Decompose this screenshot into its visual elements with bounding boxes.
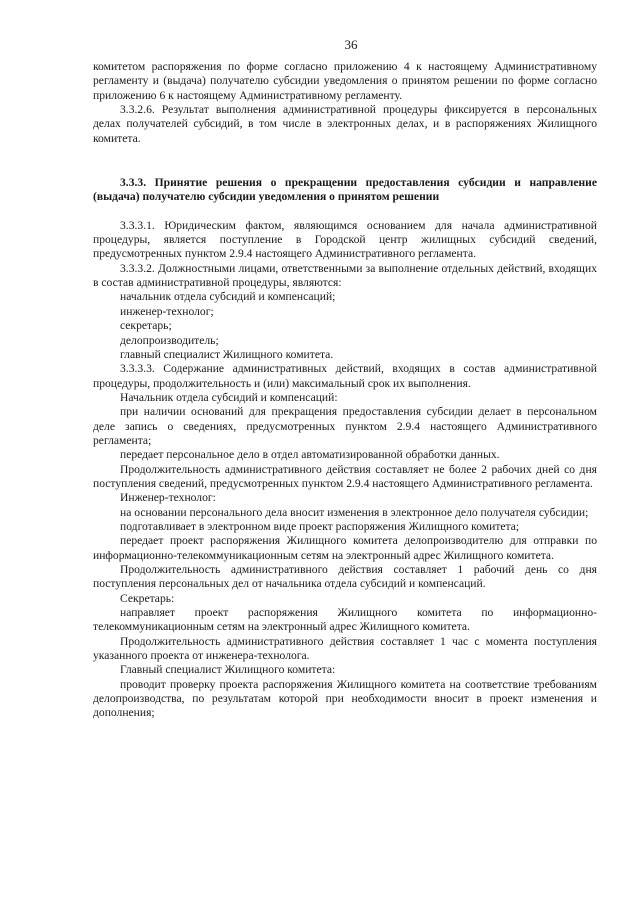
paragraph: комитетом распоряжения по форме согласно приложению 4 к настоящему Административному регламенту и (выдача) получателю субсидии уведомления о принятом решении по форме согласно приложению 6 к настоящему Административному регламенту.	[93, 60, 597, 102]
paragraph: 3.3.3.2. Должностными лицами, ответственными за выполнение отдельных действий, входящих в состав административной процедуры, являются:	[93, 261, 597, 290]
page-number: 36	[344, 37, 358, 52]
section-heading: 3.3.3. Принятие решения о прекращении предоставления субсидии и направление (выдача) получателю субсидии уведомления о принятом решении	[93, 176, 597, 204]
role-heading: Инженер-технолог:	[120, 491, 216, 505]
list-item: секретарь;	[120, 319, 172, 333]
paragraph: Продолжительность административного действия составляет 1 час с момента поступления указанного проекта от инженера-технолога.	[93, 634, 597, 663]
paragraph: передает персональное дело в отдел автоматизированной обработки данных.	[120, 448, 500, 462]
paragraph: проводит проверку проекта распоряжения Жилищного комитета на соответствие требованиям делопроизводства, по результатам которой при необходимости вносит в проект изменения и дополнения;	[93, 677, 597, 720]
paragraph: подготавливает в электронном виде проект распоряжения Жилищного комитета;	[120, 519, 520, 533]
paragraph: 3.3.3.1. Юридическим фактом, являющимся основанием для начала административной процедуры, является поступление в Городской центр жилищных субсидий сведений, предусмотренных пунктом 2.9.4 настоящего Административного регламента.	[93, 218, 597, 261]
paragraph: на основании персонального дела вносит изменения в электронное дело получателя субсидии;	[120, 505, 589, 519]
document-body	[93, 60, 597, 721]
paragraph: 3.3.3.3. Содержание административных действий, входящих в состав административной процедуры, продолжительность и (или) максимальный срок их выполнения.	[93, 362, 597, 390]
paragraph: передает проект распоряжения Жилищного комитета делопроизводителю для отправки по информационно-телекоммуникационным сетям на электронный адрес Жилищного комитета.	[93, 534, 597, 562]
paragraph: Продолжительность административного действия составляет не более 2 рабочих дней со дня поступления сведений, предусмотренных пунктом 2.9.4 настоящего Административного регламента.	[93, 462, 597, 490]
list-item: начальник отдела субсидий и компенсаций;	[120, 290, 336, 304]
role-heading: Главный специалист Жилищного комитета:	[120, 663, 336, 677]
paragraph: направляет проект распоряжения Жилищного комитета по информационно-телекоммуникационным сетям на электронный адрес Жилищного комитета.	[93, 606, 597, 634]
role-heading: Начальник отдела субсидий и компенсаций:	[120, 390, 338, 404]
list-item: делопроизводитель;	[120, 333, 219, 347]
document-page	[93, 30, 597, 721]
paragraph: при наличии оснований для прекращения предоставления субсидии делает в персональном деле запись о сведениях, предусмотренных пунктом 2.9.4 настоящего Административного регламента;	[93, 405, 597, 447]
role-heading: Секретарь:	[120, 591, 175, 605]
paragraph: Продолжительность административного действия составляет 1 рабочий день со дня поступления персональных дел от начальника отдела субсидий и компенсаций.	[93, 563, 597, 591]
list-item: инженер-технолог;	[120, 304, 214, 318]
paragraph: 3.3.2.6. Результат выполнения административной процедуры фиксируется в персональных делах получателей субсидий, в том числе в электронных делах, и в распоряжениях Жилищного комитета.	[93, 103, 597, 145]
list-item: главный специалист Жилищного комитета.	[120, 347, 334, 361]
